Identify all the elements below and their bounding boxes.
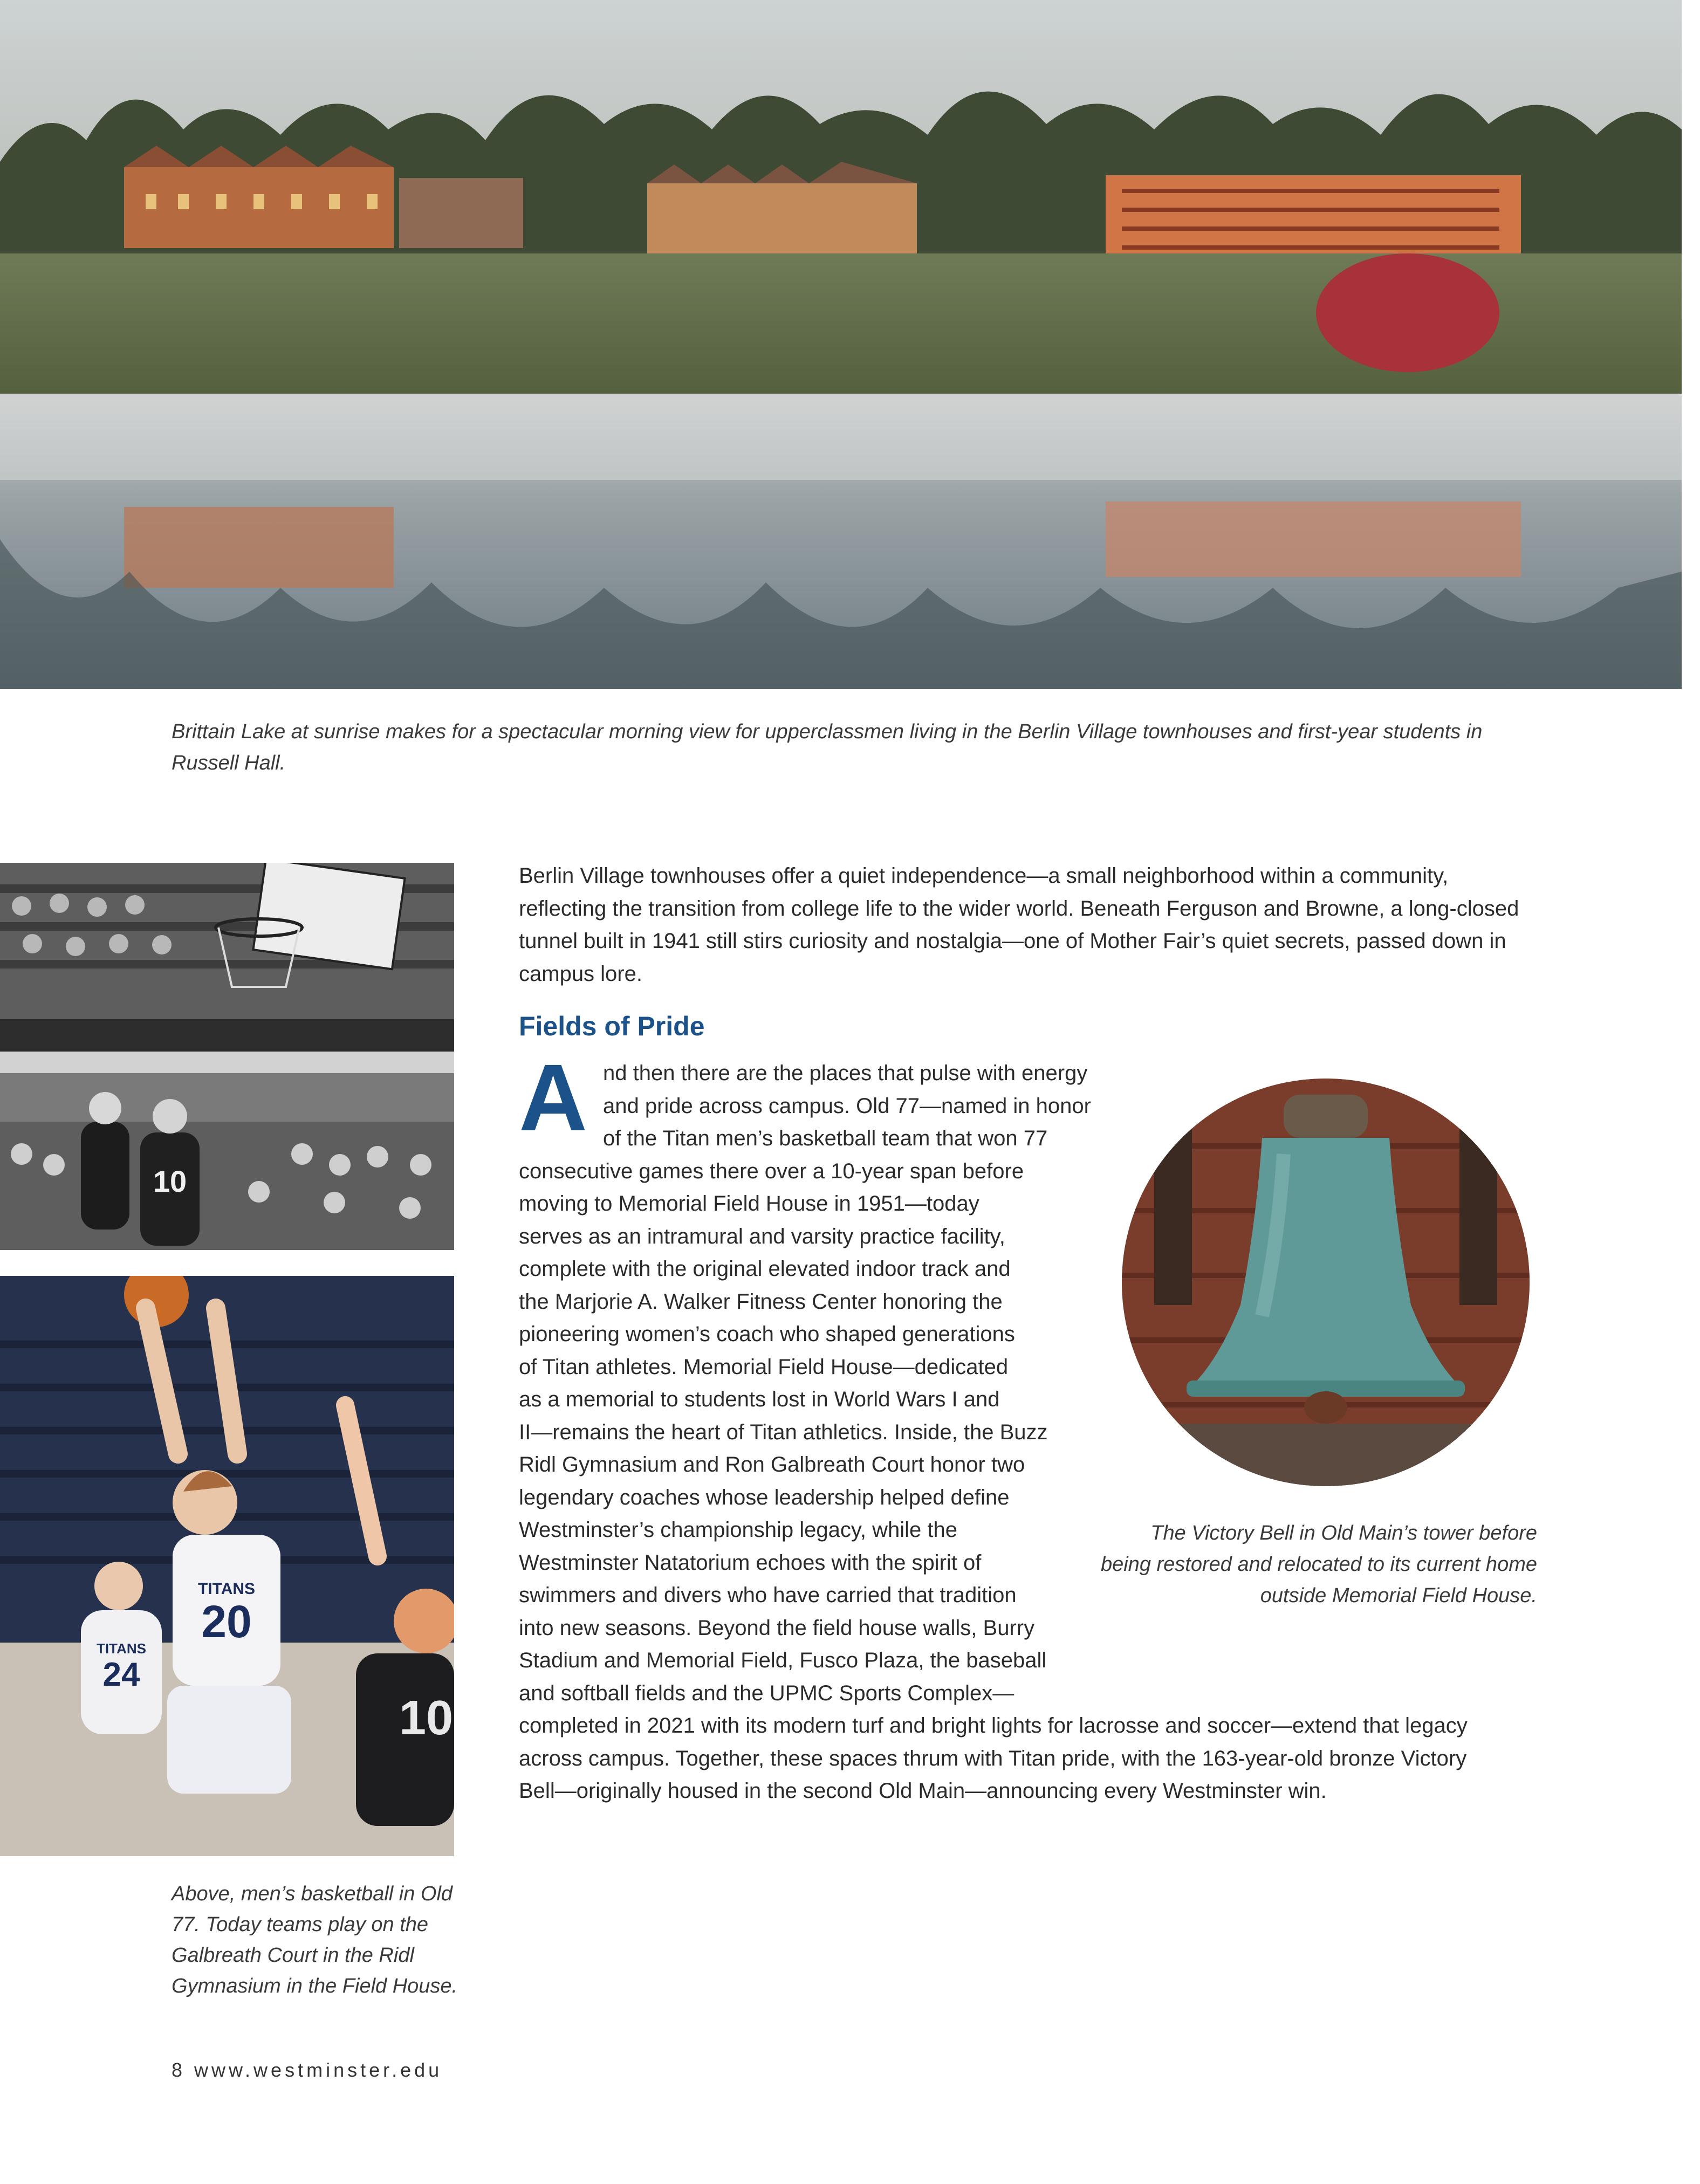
old-jersey-number: 10 bbox=[153, 1164, 187, 1198]
article-line: II—remains the heart of Titan athletics. Inside, the Buzz bbox=[519, 1420, 1048, 1444]
article-line: serves as an intramural and varsity practice facility, bbox=[519, 1224, 1005, 1248]
player-20-jersey-name: TITANS bbox=[197, 1580, 256, 1598]
section-heading: Fields of Pride bbox=[519, 1011, 705, 1041]
player-24-jersey-name: TITANS bbox=[97, 1640, 146, 1657]
article-line: and pride across campus. Old 77—named in honor bbox=[603, 1094, 1091, 1118]
drop-cap: A bbox=[519, 1045, 588, 1151]
article-line: legendary coaches whose leadership helped define bbox=[519, 1485, 1010, 1509]
photo-old-77-basketball bbox=[0, 863, 454, 1250]
bell-illustration bbox=[1122, 1079, 1530, 1486]
photo-womens-basketball bbox=[0, 1276, 454, 1856]
article-line: consecutive games there over a 10-year span before bbox=[519, 1159, 1024, 1183]
article-line: Stadium and Memorial Field, Fusco Plaza, the baseball bbox=[519, 1649, 1047, 1672]
article-line: the Marjorie A. Walker Fitness Center honoring the bbox=[519, 1289, 1003, 1314]
article-line: and softball fields and the UPMC Sports Complex— bbox=[519, 1681, 1014, 1705]
victory-bell-caption: The Victory Bell in Old Main’s tower before being restored and relocated to its current home outside Memorial Field House. bbox=[1100, 1522, 1537, 1607]
article-line: Ridl Gymnasium and Ron Galbreath Court honor two bbox=[519, 1453, 1025, 1476]
hero-caption: Brittain Lake at sunrise makes for a spectacular morning view for upperclassmen living in the Berlin Village townhouses and first-year students in Russell Hall. bbox=[172, 720, 1483, 774]
article-line: as a memorial to students lost in World Wars I and bbox=[519, 1388, 1000, 1411]
womens-basketball-illustration bbox=[0, 1276, 454, 1856]
left-photos-caption: Above, men’s basketball in Old 77. Today teams play on the Galbreath Court in the Ridl Gymnasium in the Field House. bbox=[172, 1883, 458, 1997]
article-line: into new seasons. Beyond the field house walls, Burry bbox=[519, 1616, 1035, 1640]
footer-url[interactable]: www.westminster.edu bbox=[194, 2059, 443, 2081]
article-line: swimmers and divers who have carried that tradition bbox=[519, 1583, 1017, 1607]
article-line: across campus. Together, these spaces thrum with Titan pride, with the 163-year-old bronze Victory bbox=[519, 1746, 1467, 1770]
article-line: Westminster’s championship legacy, while the bbox=[519, 1518, 957, 1542]
page-footer bbox=[172, 2059, 442, 2082]
article-line: completed in 2021 with its modern turf and bright lights for lacrosse and soccer—extend that legacy bbox=[519, 1714, 1468, 1737]
article-line: Bell—originally housed in the second Old Main—announcing every Westminster win. bbox=[519, 1779, 1327, 1803]
opponent-jersey-number: 10 bbox=[399, 1691, 454, 1745]
article-line: complete with the original elevated indoor track and bbox=[519, 1257, 1011, 1281]
old-basketball-illustration bbox=[0, 863, 454, 1250]
intro-paragraph: Berlin Village townhouses offer a quiet independence—a small neighborhood within a community, reflecting the transition from college life to the wider world. Beneath Ferguson and Browne, a long-closed tunnel built in 1941 still stirs curiosity and nostalgia—one of Mother Fair’s quiet secrets, passed down in campus lore. bbox=[519, 864, 1519, 986]
article-line: Westminster Natatorium echoes with the spirit of bbox=[519, 1550, 982, 1575]
article-line: of the Titan men’s basketball team that won 77 bbox=[603, 1127, 1048, 1150]
page-number: 8 bbox=[172, 2059, 186, 2081]
article-line: moving to Memorial Field House in 1951—today bbox=[519, 1192, 979, 1215]
player-24-jersey-number: 24 bbox=[102, 1656, 140, 1693]
article-line: of Titan athletes. Memorial Field House—dedicated bbox=[519, 1355, 1009, 1379]
victory-bell-photo bbox=[1122, 1079, 1530, 1486]
player-20-jersey-number: 20 bbox=[201, 1596, 252, 1647]
article-line: pioneering women’s coach who shaped generations bbox=[519, 1322, 1015, 1346]
article-line: nd then there are the places that pulse with energy bbox=[603, 1061, 1088, 1085]
lake-illustration bbox=[0, 0, 1682, 689]
hero-photo-brittain-lake bbox=[0, 0, 1682, 689]
